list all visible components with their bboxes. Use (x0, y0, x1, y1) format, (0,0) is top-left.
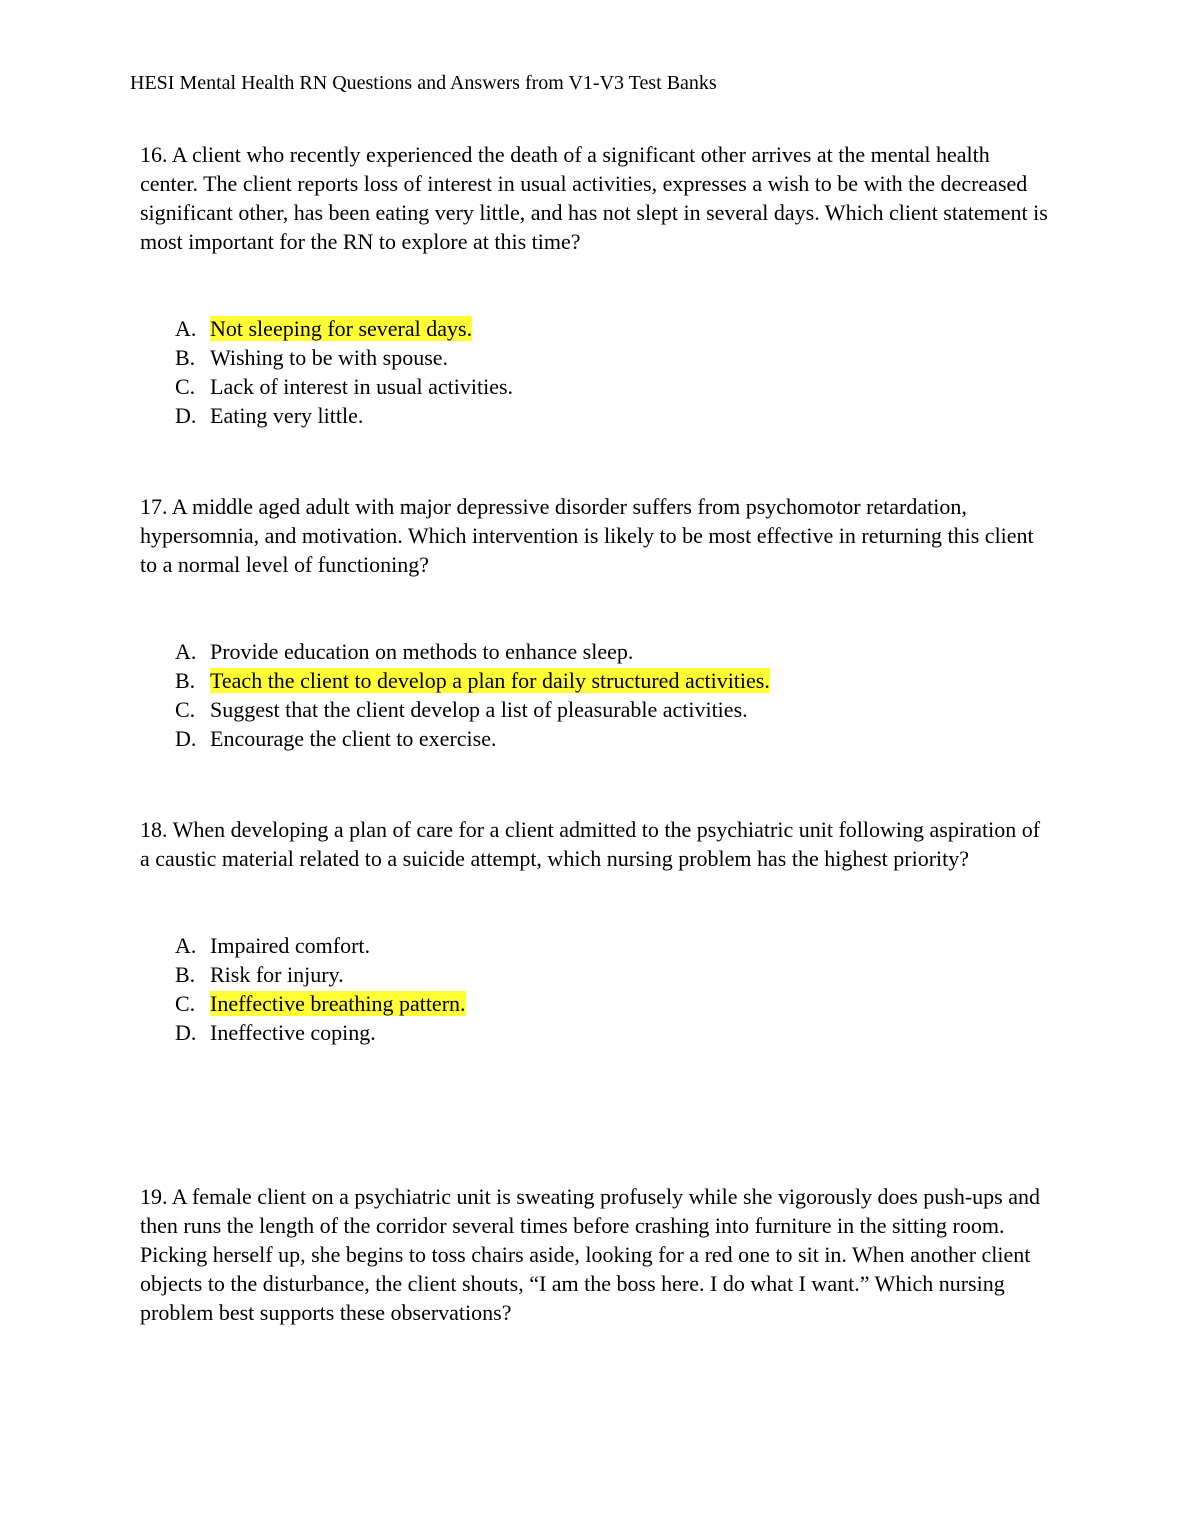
question-19 (140, 1182, 1050, 1327)
option-text: Suggest that the client develop a list of pleasurable activities. (210, 697, 748, 722)
option-c (140, 695, 1050, 724)
option-text: Encourage the client to exercise. (210, 726, 497, 751)
option-text: Lack of interest in usual activities. (210, 374, 514, 399)
question-17 (140, 492, 1050, 753)
option-b (140, 666, 1050, 695)
question-18 (140, 815, 1050, 1047)
option-text-highlighted-answer: Not sleeping for several days. (210, 316, 473, 341)
option-letter: D. (175, 403, 197, 428)
option-letter: D. (175, 1020, 197, 1045)
option-a (140, 314, 1050, 343)
option-text: Eating very little. (210, 403, 364, 428)
option-a (140, 931, 1050, 960)
option-letter: A. (175, 933, 197, 958)
option-text: Impaired comfort. (210, 933, 371, 958)
option-letter: C. (175, 697, 196, 722)
option-text-highlighted-answer: Ineffective breathing pattern. (210, 991, 466, 1016)
option-letter: A. (175, 316, 197, 341)
page-header: HESI Mental Health RN Questions and Answers from V1-V3 Test Banks (130, 72, 717, 94)
option-b (140, 343, 1050, 372)
option-b (140, 960, 1050, 989)
option-letter: C. (175, 374, 196, 399)
option-text: Wishing to be with spouse. (210, 345, 449, 370)
option-a (140, 637, 1050, 666)
option-letter: D. (175, 726, 197, 751)
answer-options (140, 931, 1050, 1047)
question-stem: 17. A middle aged adult with major depressive disorder suffers from psychomotor retardation, hypersomnia, and motivation. Which intervention is likely to be most effective in returning this client to a normal level of functioning? (140, 494, 1034, 577)
answer-options (140, 314, 1050, 430)
question-stem: 18. When developing a plan of care for a client admitted to the psychiatric unit following aspiration of a caustic material related to a suicide attempt, which nursing problem has the highest priority? (140, 817, 1041, 871)
option-c (140, 372, 1050, 401)
option-letter: A. (175, 639, 197, 664)
option-letter: B. (175, 345, 196, 370)
option-letter: B. (175, 962, 196, 987)
option-letter: B. (175, 668, 196, 693)
option-letter: C. (175, 991, 196, 1016)
answer-options (140, 637, 1050, 753)
question-stem: 19. A female client on a psychiatric unit is sweating profusely while she vigorously does push-ups and then runs the length of the corridor several times before crashing into furniture in the sitting room. Picking herself up, she begins to toss chairs aside, looking for a red one to sit in. When another client objects to the disturbance, the client shouts, “I am the boss here. I do what I want.” Which nursing problem best supports these observations? (140, 1184, 1041, 1325)
option-d (140, 724, 1050, 753)
option-c (140, 989, 1050, 1018)
option-text: Risk for injury. (210, 962, 344, 987)
question-stem: 16. A client who recently experienced the death of a significant other arrives at the mental health center. The client reports loss of interest in usual activities, expresses a wish to be with the decreased significant other, has been eating very little, and has not slept in several days. Which client statement is most important for the RN to explore at this time? (140, 142, 1048, 254)
option-d (140, 1018, 1050, 1047)
option-text: Provide education on methods to enhance sleep. (210, 639, 634, 664)
option-d (140, 401, 1050, 430)
question-16 (140, 140, 1050, 430)
option-text-highlighted-answer: Teach the client to develop a plan for daily structured activities. (210, 668, 770, 693)
option-text: Ineffective coping. (210, 1020, 376, 1045)
